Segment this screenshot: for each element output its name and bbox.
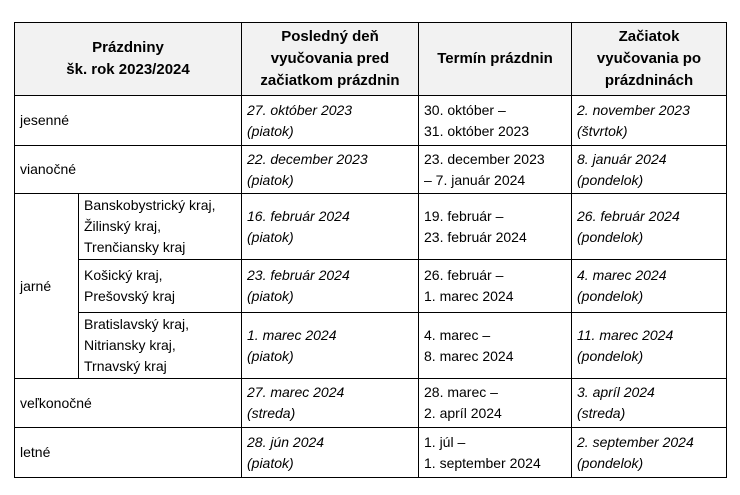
last-day-date: 1. marec 2024 <box>247 326 337 343</box>
regions-cell <box>79 313 242 379</box>
start-cell <box>572 428 727 478</box>
last-day-weekday: (streda) <box>247 405 296 421</box>
last-day-weekday: (piatok) <box>247 122 294 139</box>
start-cell <box>572 313 727 379</box>
start-date: 4. marec 2024 <box>577 267 667 283</box>
last-day-weekday: (piatok) <box>247 171 294 188</box>
header-term-line: Termín prázdnin <box>437 50 553 67</box>
start-cell <box>572 96 727 146</box>
start-date: 26. február 2024 <box>577 207 680 224</box>
table-row-autumn <box>15 96 727 146</box>
term-line: 26. február – <box>424 267 504 283</box>
header-row <box>15 23 727 96</box>
holiday-type-cell: jarné <box>15 194 79 379</box>
table-row-spring-2 <box>15 260 727 313</box>
header-start-line: vyučovania po <box>596 50 702 67</box>
last-day-date: 28. jún 2024 <box>247 433 325 450</box>
last-day-cell <box>242 146 419 194</box>
term-line: 23. december 2023 <box>424 150 545 167</box>
region-name: Košický kraj, <box>84 267 163 283</box>
term-line: 28. marec – <box>424 384 498 400</box>
term-line: 2. apríl 2024 <box>424 405 502 421</box>
header-holidays-line: šk. rok 2023/2024 <box>66 61 190 78</box>
region-name: Trenčiansky kraj <box>84 239 186 255</box>
start-cell <box>572 146 727 194</box>
term-cell <box>419 146 572 194</box>
term-line: 1. marec 2024 <box>424 288 514 304</box>
last-day-date: 23. február 2024 <box>247 267 350 283</box>
start-cell <box>572 194 727 260</box>
region-name: Prešovský kraj <box>84 288 176 304</box>
header-last-day-line: začiatkom prázdnin <box>260 72 400 89</box>
term-line: 19. február – <box>424 207 504 224</box>
term-line: 31. október 2023 <box>424 122 530 139</box>
table-row-christmas <box>15 146 727 194</box>
holiday-type-cell: veľkonočné <box>15 379 242 428</box>
header-holidays <box>15 23 242 96</box>
region-name: Trnavský kraj <box>84 358 167 374</box>
term-line: – 7. január 2024 <box>424 171 526 188</box>
term-line: 30. október – <box>424 101 506 118</box>
last-day-cell <box>242 194 419 260</box>
region-name: Banskobystrický kraj, <box>84 197 216 213</box>
table-row-spring-1 <box>15 194 727 260</box>
term-cell <box>419 313 572 379</box>
header-holidays-line: Prázdniny <box>92 39 164 56</box>
last-day-weekday: (piatok) <box>247 288 294 304</box>
last-day-date: 22. december 2023 <box>247 150 368 167</box>
table-row-easter <box>15 379 727 428</box>
header-last-day <box>242 23 419 96</box>
holiday-type-cell: vianočné <box>15 146 242 194</box>
header-last-day-line: vyučovania pred <box>270 50 390 67</box>
last-day-weekday: (piatok) <box>247 228 294 245</box>
start-date: 2. september 2024 <box>577 433 694 450</box>
start-cell <box>572 379 727 428</box>
term-line: 1. júl – <box>424 433 466 450</box>
start-weekday: (pondelok) <box>577 228 644 245</box>
term-cell <box>419 194 572 260</box>
last-day-cell <box>242 379 419 428</box>
last-day-weekday: (piatok) <box>247 347 294 364</box>
term-line: 8. marec 2024 <box>424 347 514 364</box>
start-weekday: (pondelok) <box>577 454 644 471</box>
start-date: 2. november 2023 <box>577 101 690 118</box>
table-row-spring-3 <box>15 313 727 379</box>
holiday-type-cell: jesenné <box>15 96 242 146</box>
holiday-schedule-table <box>14 22 727 478</box>
holiday-type-cell: letné <box>15 428 242 478</box>
start-weekday: (pondelok) <box>577 288 644 304</box>
header-start-line: prázdninách <box>604 72 694 89</box>
region-name: Nitriansky kraj, <box>84 337 176 353</box>
last-day-cell <box>242 428 419 478</box>
last-day-date: 16. február 2024 <box>247 207 350 224</box>
start-date: 8. január 2024 <box>577 150 667 167</box>
last-day-cell <box>242 96 419 146</box>
start-date: 11. marec 2024 <box>577 326 674 343</box>
last-day-weekday: (piatok) <box>247 454 294 471</box>
start-date: 3. apríl 2024 <box>577 384 655 400</box>
start-weekday: (štvrtok) <box>577 122 628 139</box>
term-line: 1. september 2024 <box>424 454 541 471</box>
header-last-day-line: Posledný deň <box>281 28 379 45</box>
term-cell <box>419 260 572 313</box>
start-weekday: (pondelok) <box>577 171 644 188</box>
last-day-date: 27. marec 2024 <box>247 384 345 400</box>
start-weekday: (pondelok) <box>577 347 644 364</box>
term-line: 23. február 2024 <box>424 228 527 245</box>
table-row-summer <box>15 428 727 478</box>
header-start-line: Začiatok <box>618 28 680 45</box>
term-cell <box>419 428 572 478</box>
header-start <box>572 23 727 96</box>
regions-cell <box>79 260 242 313</box>
start-weekday: (streda) <box>577 405 626 421</box>
regions-cell <box>79 194 242 260</box>
term-cell <box>419 96 572 146</box>
last-day-cell <box>242 260 419 313</box>
header-term <box>419 23 572 96</box>
term-cell <box>419 379 572 428</box>
term-line: 4. marec – <box>424 326 491 343</box>
region-name: Bratislavský kraj, <box>84 316 190 332</box>
start-cell <box>572 260 727 313</box>
last-day-cell <box>242 313 419 379</box>
last-day-date: 27. október 2023 <box>247 101 353 118</box>
region-name: Žilinský kraj, <box>84 218 162 234</box>
